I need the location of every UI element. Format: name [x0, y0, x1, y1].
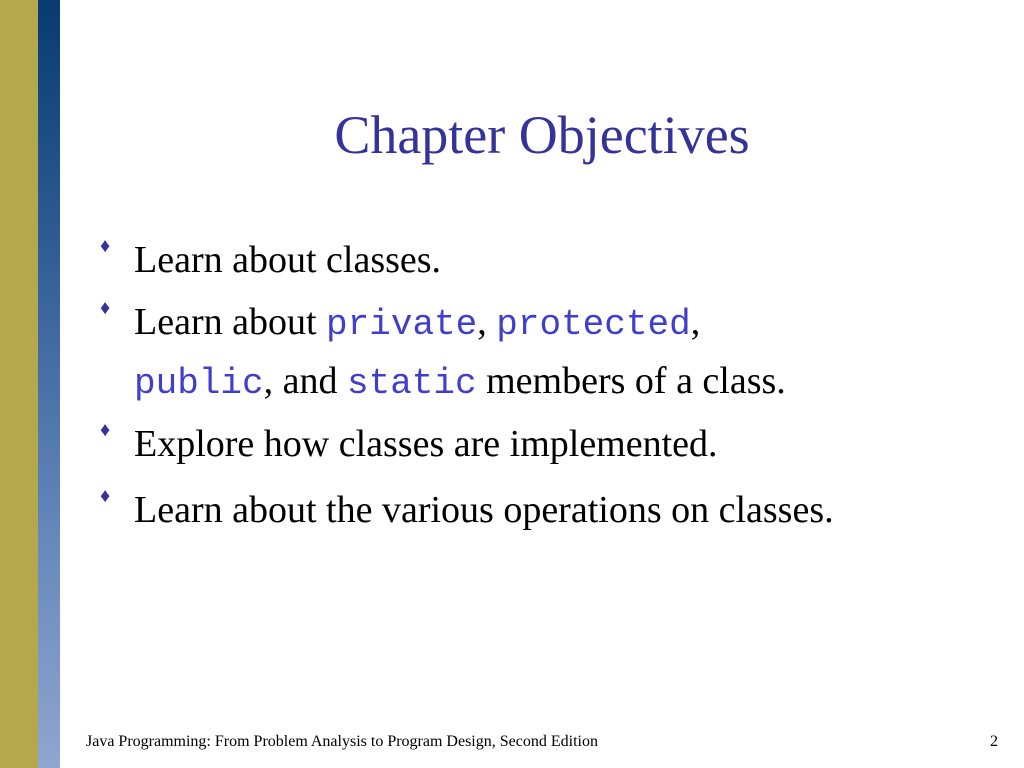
diamond-bullet-icon: ♦	[100, 297, 111, 319]
bullet-text: Learn about classes.	[134, 239, 442, 281]
slide-title: Chapter Objectives	[334, 105, 750, 165]
bullet-text	[134, 294, 934, 412]
footer-text: Java Programming: From Problem Analysis to Program Design, Second Edition	[86, 733, 598, 750]
bullet-text-part: ,	[477, 301, 497, 343]
diamond-bullet-icon: ♦	[100, 485, 111, 507]
diamond-bullet-icon: ♦	[100, 419, 111, 441]
diamond-bullet-icon: ♦	[100, 235, 111, 257]
bullet-text-part: ,	[690, 301, 701, 343]
page-number: 2	[990, 733, 998, 750]
code-keyword: public	[134, 363, 264, 404]
bullet-item	[100, 294, 960, 406]
code-keyword: private	[326, 304, 478, 345]
bullet-text-part: , and	[263, 360, 347, 402]
bullet-text: Learn about the various operations on classes.	[134, 489, 834, 531]
bullet-text-part: Learn about	[134, 301, 327, 343]
code-keyword: protected	[496, 304, 691, 345]
bullet-text: Explore how classes are implemented.	[134, 423, 718, 465]
bullet-text-part: members of a class.	[476, 360, 786, 402]
code-keyword: static	[347, 363, 477, 404]
